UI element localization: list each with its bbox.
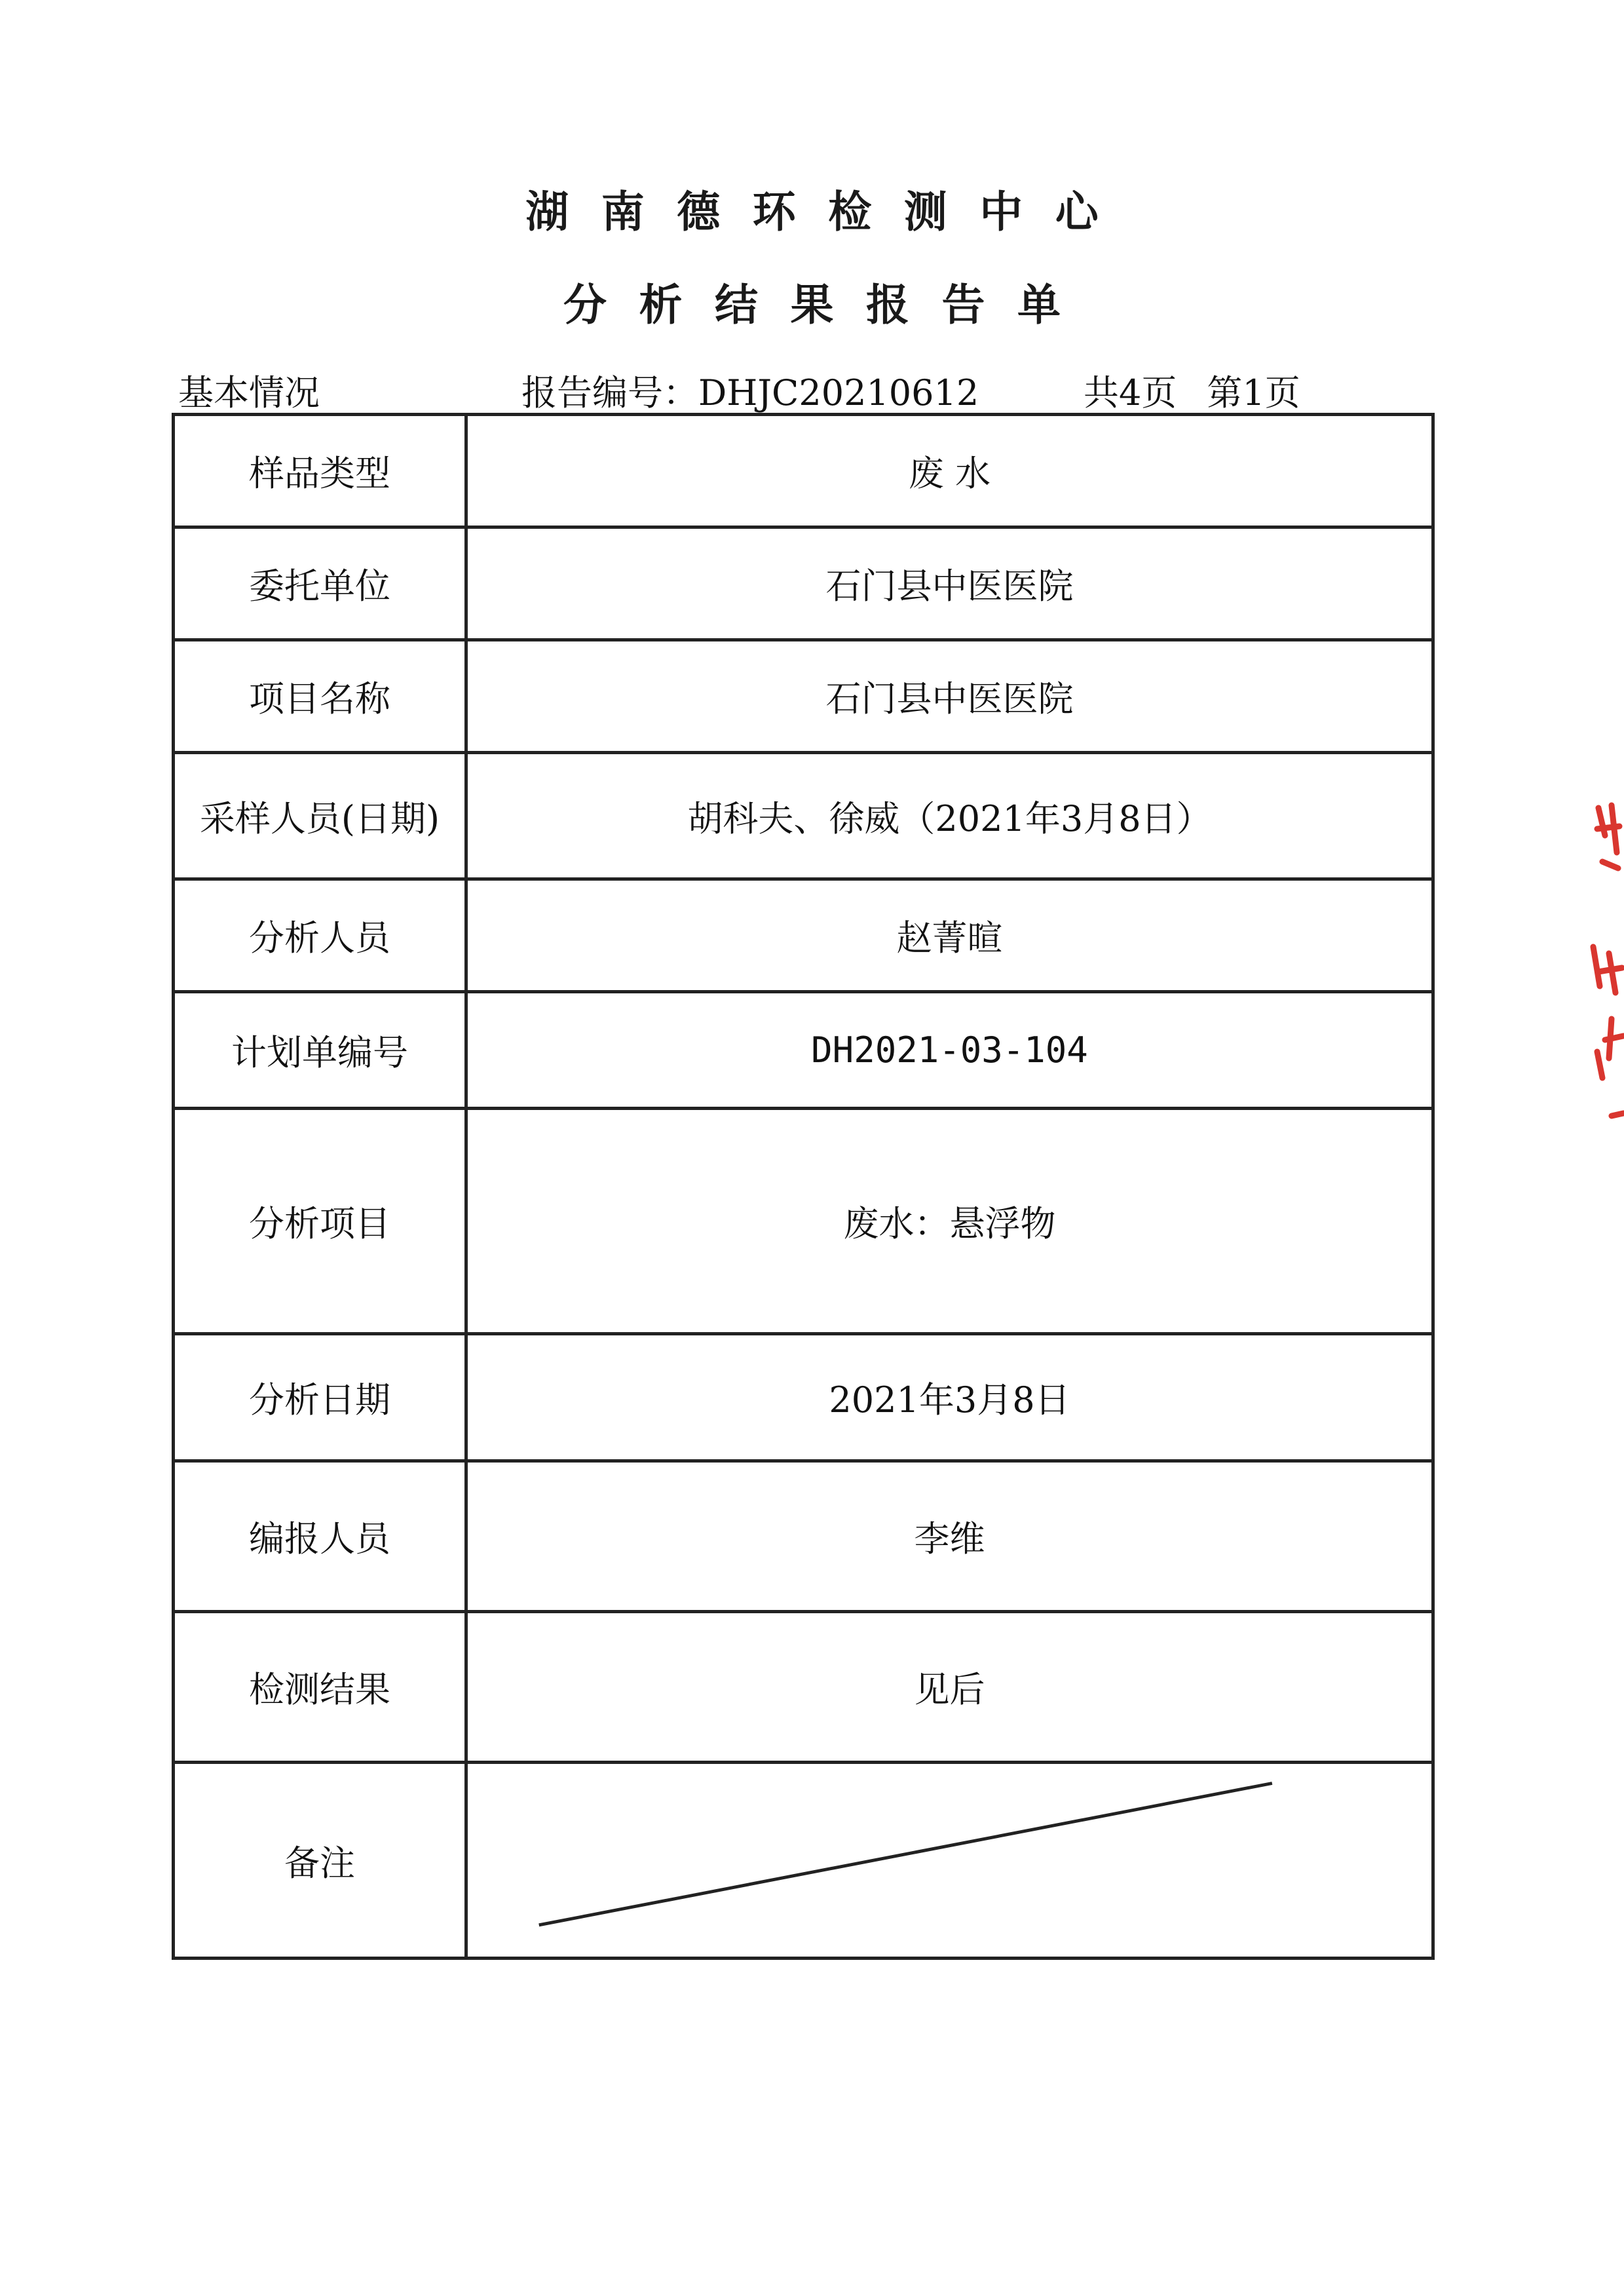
stamp-edge-icon: [1585, 796, 1624, 1137]
report-number-value: DHJC20210612: [698, 372, 979, 413]
report-table: [172, 413, 1435, 1960]
client-value: 石门县中医医院: [466, 527, 1433, 640]
plan-number-value: DH2021-03-104: [466, 992, 1433, 1109]
plan-number-label: 计划单编号: [174, 992, 466, 1109]
analysis-date-label: 分析日期: [174, 1334, 466, 1461]
table-row: [174, 640, 1433, 753]
remark-label: 备注: [174, 1763, 466, 1959]
table-row: [174, 1461, 1433, 1612]
compiler-label: 编报人员: [174, 1461, 466, 1612]
analyst-value: 赵菁暄: [466, 879, 1433, 992]
analyst-label: 分析人员: [174, 879, 466, 992]
analysis-items-label: 分析项目: [174, 1109, 466, 1334]
remark-strike-line: [468, 1764, 1431, 1957]
total-pages: 共4页: [1084, 372, 1177, 413]
result-label: 检测结果: [174, 1612, 466, 1763]
sampler-label: 采样人员(日期): [174, 753, 466, 879]
report-number-label: 报告编号：: [521, 372, 698, 413]
page-number: 第1页: [1207, 372, 1300, 413]
section-label: 基本情况: [178, 372, 320, 413]
project-value: 石门县中医医院: [466, 640, 1433, 753]
table-row: [174, 753, 1433, 879]
result-value: 见后: [466, 1612, 1433, 1763]
remark-value: [466, 1763, 1433, 1959]
table-row: [174, 879, 1433, 992]
analysis-items-value: 废水：悬浮物: [466, 1109, 1433, 1334]
table-row: [174, 1612, 1433, 1763]
compiler-value: 李维: [466, 1461, 1433, 1612]
sample-type-value: 废 水: [466, 415, 1433, 527]
analysis-date-value: 2021年3月8日: [466, 1334, 1433, 1461]
sampler-value: 胡科夫、徐威（2021年3月8日）: [466, 753, 1433, 879]
page-info: [1084, 365, 1331, 415]
report-number: [521, 365, 979, 415]
table-row: [174, 1763, 1433, 1959]
table-row: [174, 415, 1433, 527]
client-label: 委托单位: [174, 527, 466, 640]
table-row: [174, 1334, 1433, 1461]
table-row: [174, 1109, 1433, 1334]
table-row: [174, 992, 1433, 1109]
project-label: 项目名称: [174, 640, 466, 753]
org-name: 湖南德环检测中心: [525, 187, 1131, 237]
sample-type-label: 样品类型: [174, 415, 466, 527]
table-row: [174, 527, 1433, 640]
report-title: 分析结果报告单: [563, 280, 1093, 330]
